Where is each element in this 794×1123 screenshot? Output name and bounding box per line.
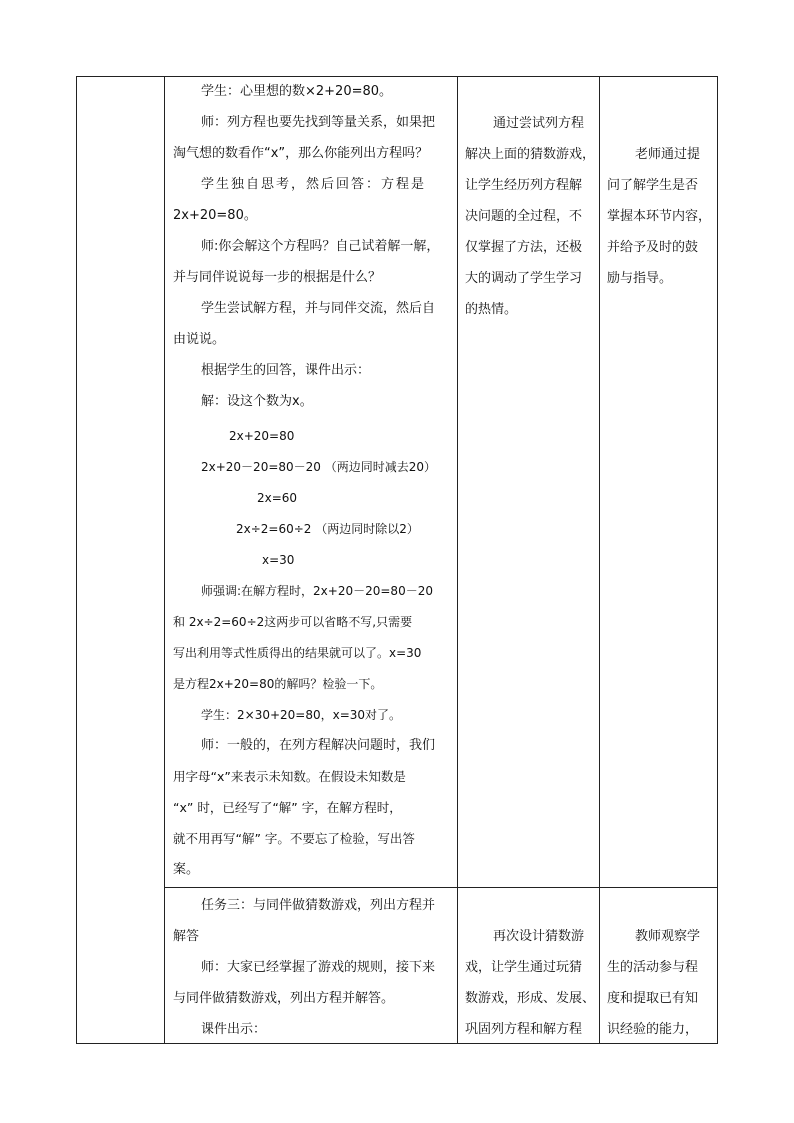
text-line: 巩固列方程和解方程 [465,1022,583,1037]
text-line: 写出利用等式性质得出的结果就可以了。x=30 [173,646,422,660]
text-line: 再次设计猜数游 [493,929,585,944]
equation-line: 2x+20=80 [229,429,295,443]
text-line: 解决上面的猜数游戏， [465,147,596,162]
text-line: 任务三：与同伴做猜数游戏，列出方程并 [201,898,436,913]
text-line: 师强调:在解方程时，2x+20－20=80－20 [201,584,433,598]
table-border-right [717,76,718,1044]
text-line: 学生：心里想的数×2+20=80。 [201,84,393,99]
equation-line: 2x=60 [257,491,298,505]
equation-line: 2x÷2=60÷2 （两边同时除以2） [236,522,419,536]
text-line: 励与指导。 [607,271,673,286]
table-border-left [76,76,77,1044]
text-line: 课件出示： [201,1022,267,1037]
text-line: 掌握本环节内容， [607,209,712,224]
text-line: 是方程2x+20=80的解吗？检验一下。 [173,677,383,691]
text-line: 淘气想的数看作“x”，那么你能列出方程吗？ [173,146,429,161]
text-line: 案。 [173,862,200,877]
equation-line: 2x+20－20=80－20 （两边同时减去20） [201,460,437,474]
text-line: 教师观察学 [635,929,701,944]
text-line: 识经验的能力， [607,1022,699,1037]
text-line: 的热情。 [465,302,518,317]
text-line: 师：列方程也要先找到等量关系，如果把 [201,115,436,130]
text-line: 师：大家已经掌握了游戏的规则，接下来 [201,960,436,975]
column-divider-1 [164,76,165,1044]
column-divider-2 [457,76,458,1044]
text-line: 就不用再写“解” 字。不要忘了检验，写出答 [173,831,415,846]
text-line: 仅掌握了方法，还极 [465,240,583,255]
text-line: 根据学生的回答，课件出示： [201,363,371,378]
text-line: 师：一般的，在列方程解决问题时，我们 [201,738,436,753]
text-line: 学生独自思考，然后回答：方程是 [201,177,427,192]
text-line: 和 2x÷2=60÷2这两步可以省略不写,只需要 [173,615,413,629]
text-line: 用字母“x”来表示未知数。在假设未知数是 [173,769,406,784]
column-divider-3 [599,76,600,1044]
text-line: 与同伴做猜数游戏，列出方程并解答。 [173,991,395,1006]
text-line: 学生：2×30+20=80，x=30对了。 [201,708,402,722]
text-line: “x” 时，已经写了“解” 字，在解方程时， [173,800,402,815]
text-line: 并给予及时的鼓 [607,240,699,255]
text-line: 解答 [173,929,200,944]
text-line: 决问题的全过程，不 [465,209,583,224]
text-line: 解：设这个数为x。 [201,394,313,409]
row-divider [164,887,718,888]
text-line: 戏，让学生通过玩猜 [465,960,583,975]
table-border-bottom [76,1043,718,1044]
text-line: 问了解学生是否 [607,178,699,193]
text-line: 生的活动参与程 [607,960,699,975]
text-line: 学生尝试解方程，并与同伴交流，然后自 [201,301,436,316]
text-line: 由说说。 [173,332,226,347]
text-line: 度和提取已有知 [607,991,699,1006]
text-line: 数游戏，形成、发展、 [465,991,596,1006]
table-border-top [76,76,718,77]
text-line: 老师通过提 [635,147,701,162]
text-line: 2x+20=80。 [173,208,257,223]
text-line: 师:你会解这个方程吗？自己试着解一解， [201,239,440,254]
text-line: 通过尝试列方程 [493,116,585,131]
text-line: 大的调动了学生学习 [465,271,583,286]
lesson-plan-table [76,76,718,1044]
text-line: 并与同伴说说每一步的根据是什么？ [173,270,382,285]
equation-line: x=30 [262,553,295,567]
text-line: 让学生经历列方程解 [465,178,583,193]
